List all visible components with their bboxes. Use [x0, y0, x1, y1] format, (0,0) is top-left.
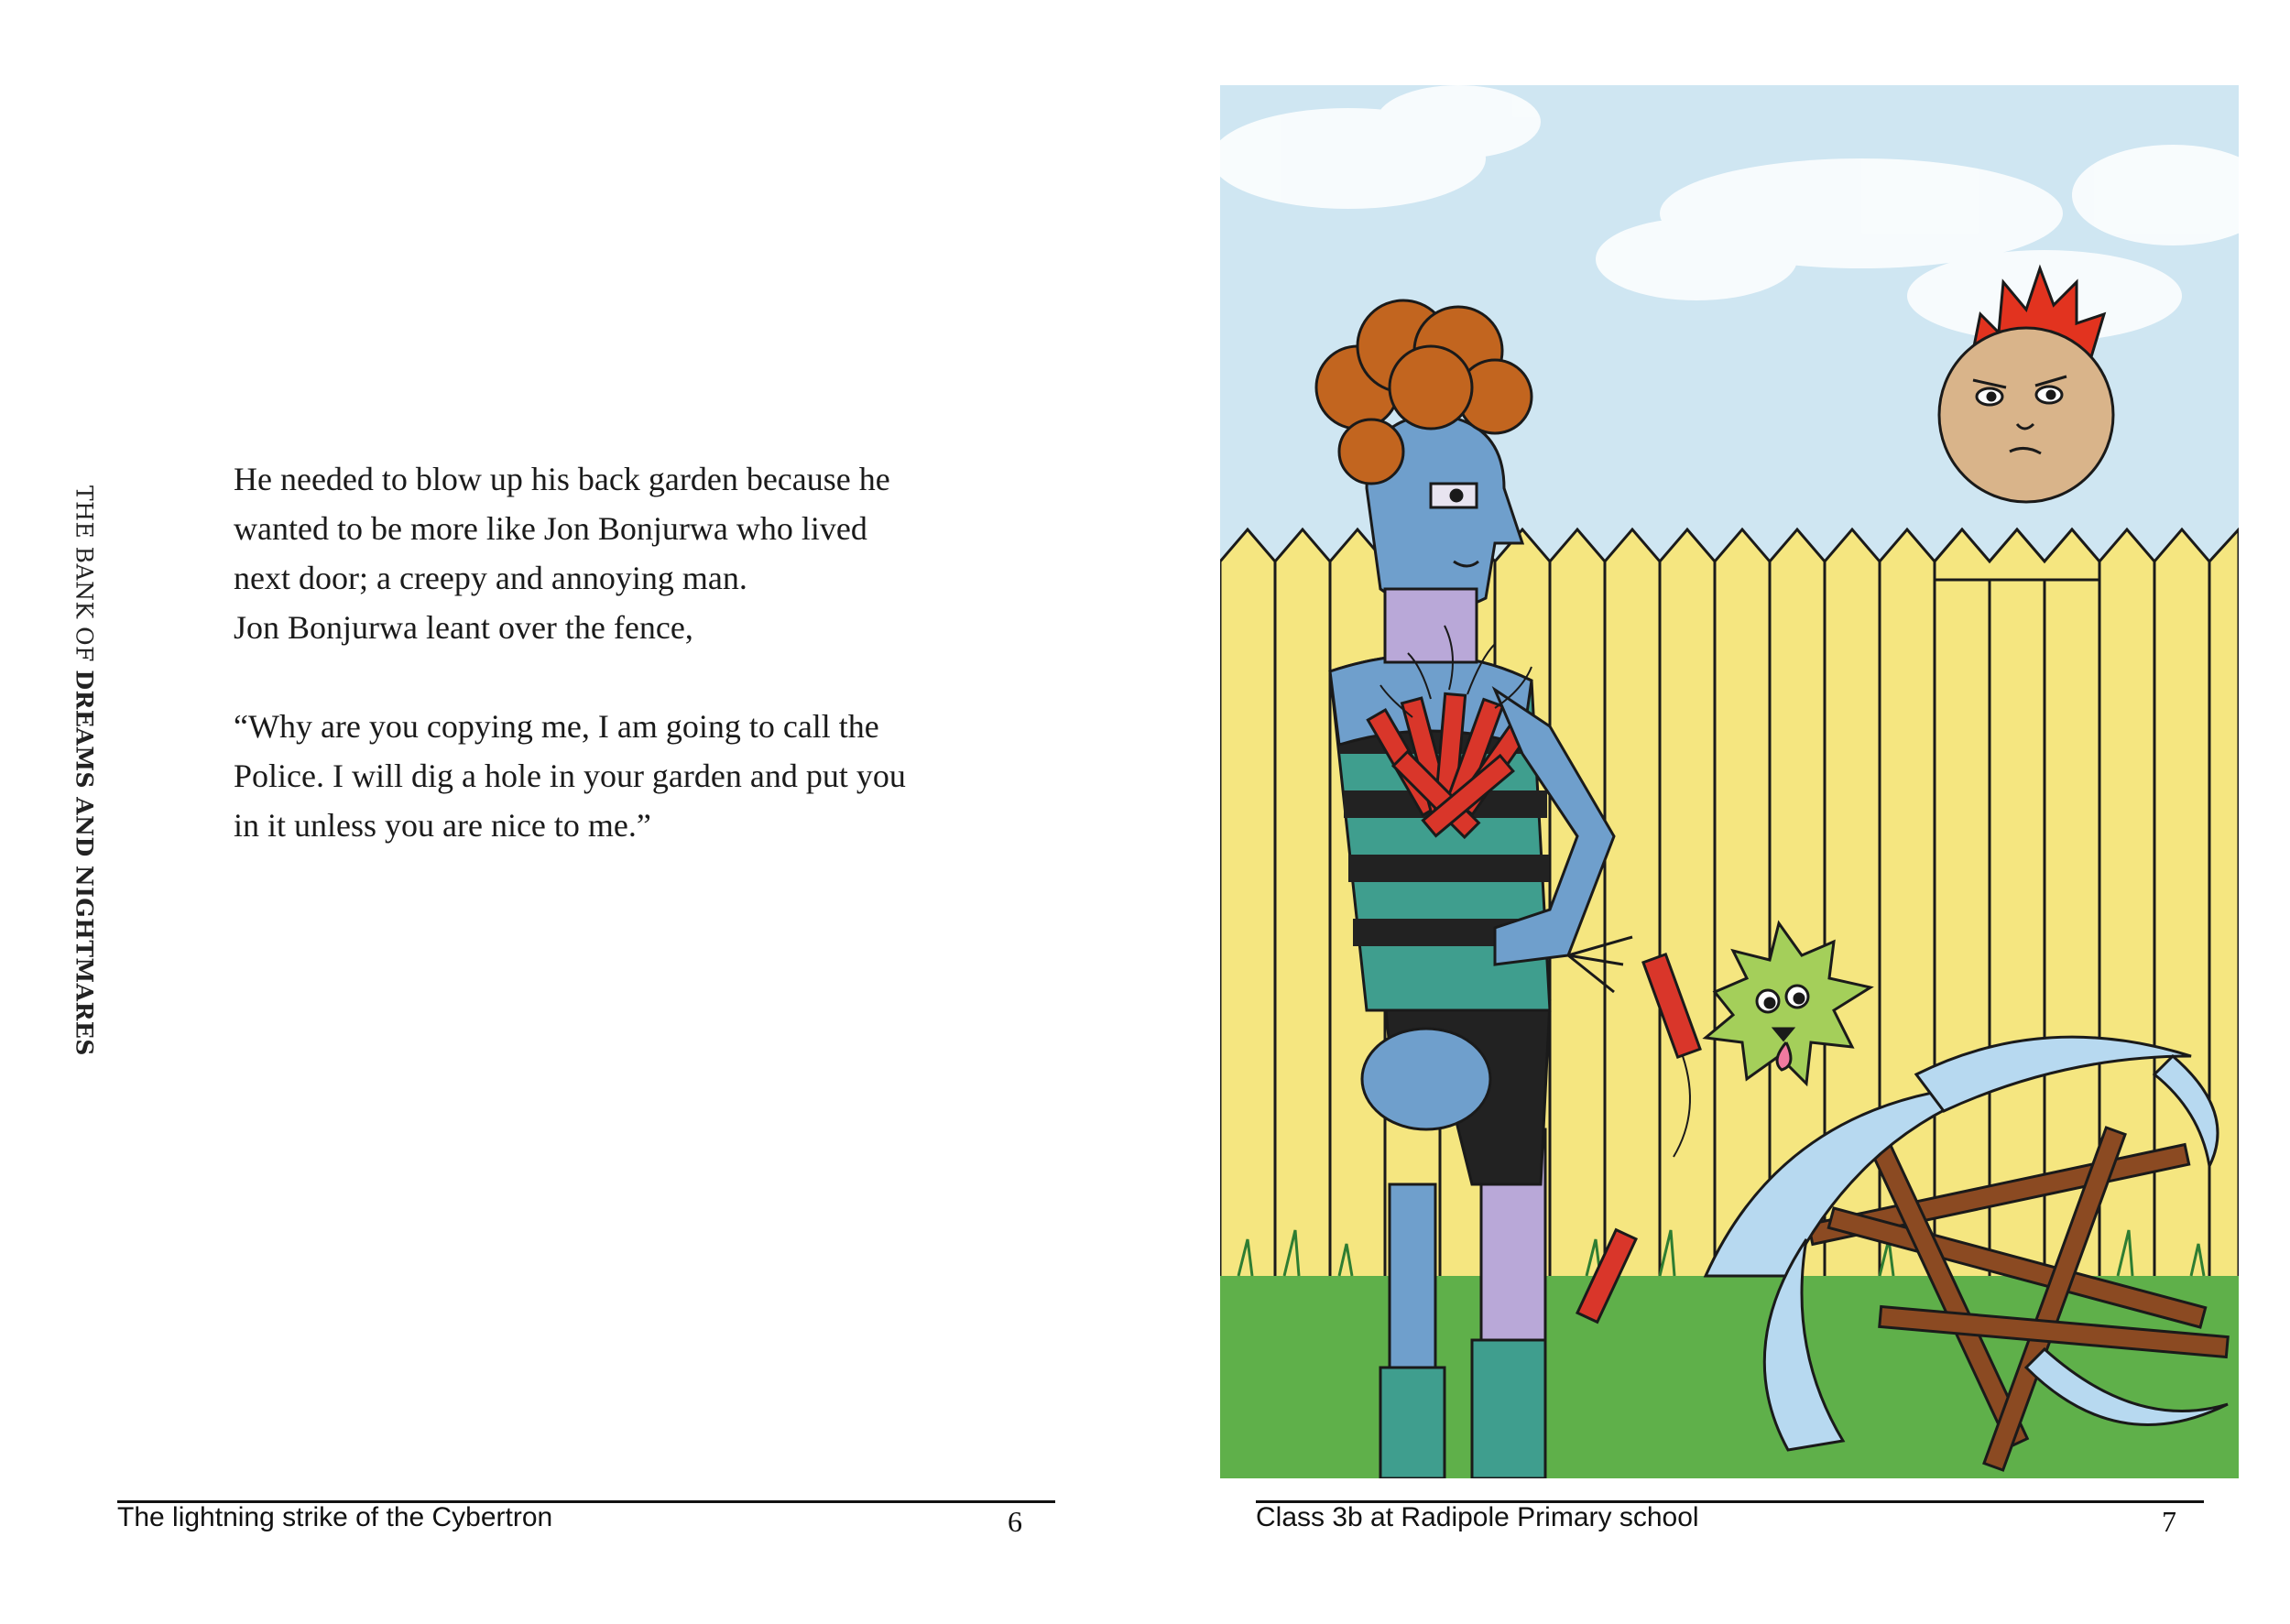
page-number-left: 6 — [1008, 1505, 1022, 1538]
fence-top-over-head — [1935, 529, 2099, 580]
story-paragraph-2: “Why are you copying me, I am going to call the Police. I will dig a hole in your garden and put you in it unless you are nice to me.” — [234, 708, 906, 844]
grass — [1220, 1276, 2239, 1478]
robot-boy-with-dynamite-illustration — [1220, 85, 2239, 1478]
story-text — [234, 454, 1040, 899]
story-title-footer: The lightning strike of the Cybertron — [117, 1502, 553, 1532]
story-paragraph-1: He needed to blow up his back garden because he wanted to be more like Jon Bonjurwa who lived next door; a creepy and annoying man. Jon Bonjurwa leant over the fence, — [234, 461, 890, 646]
book-title-prefix: THE BANK OF — [71, 485, 98, 662]
book-title-vertical — [66, 485, 103, 1072]
page-number-right: 7 — [2162, 1505, 2176, 1538]
book-title-main: DREAMS AND NIGHTMARES — [71, 670, 98, 1056]
class-credit-footer: Class 3b at Radipole Primary school — [1256, 1502, 1699, 1532]
